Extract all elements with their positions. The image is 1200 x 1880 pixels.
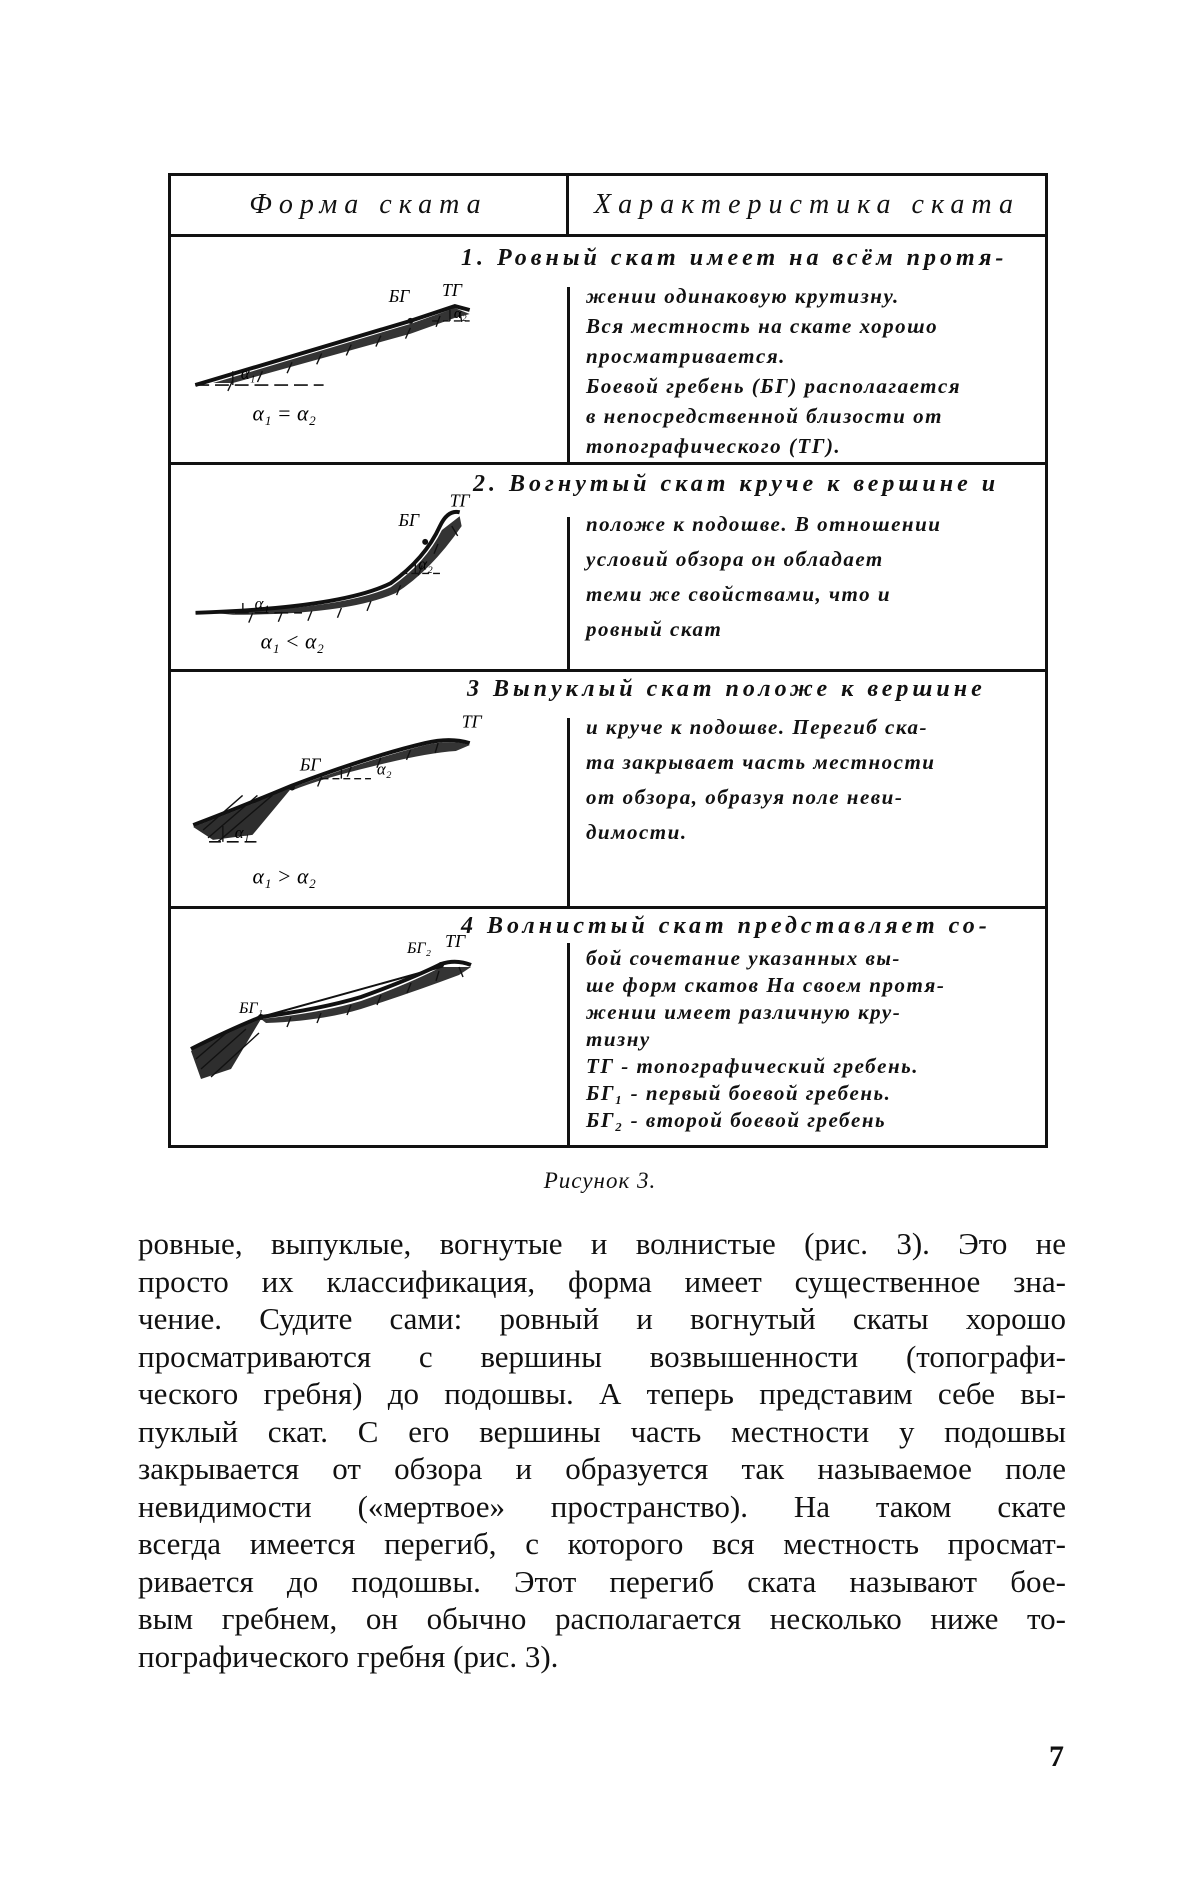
tg-label-3: ТГ: [461, 711, 482, 732]
tg-label-1: ТГ: [442, 280, 462, 301]
alpha2-label-3: α₂: [376, 759, 392, 779]
convex-slope-title-rest: положе к вершине: [715, 676, 986, 702]
convex-slope-diagram: [171, 672, 567, 906]
body-line: просматриваются с вершины возвышенности (топографи-: [138, 1338, 1066, 1374]
concave-slope-title: 2. Вогнутый скат: [473, 471, 730, 497]
table-header: [171, 176, 1045, 237]
table-row-convex-slope: [171, 672, 1045, 909]
header-slope-characteristics: Характеристика ската: [594, 189, 1020, 220]
convex-slope-text: и круче к подошве. Перегиб ска- та закрывает часть местности от обзора, образуя поле неви- димости.: [586, 715, 936, 844]
even-slope-title-rest: имеет на всём протя-: [679, 245, 1008, 271]
body-line: пографического гребня (рис. 3).: [138, 1638, 559, 1674]
undulating-slope-title-rest: представляет со-: [727, 913, 991, 939]
even-slope-title: 1. Ровный скат: [461, 245, 680, 271]
tg-label-4: ТГ: [445, 931, 466, 951]
formula-label-1: α₁ = α₂: [252, 401, 316, 426]
tg-label-2: ТГ: [449, 490, 470, 511]
body-line: ческого гребня) до подошвы. А теперь представим себе вы-: [138, 1376, 1066, 1411]
bg1-label-4: БГ₁: [239, 1000, 264, 1017]
alpha2-label-1: α₂: [453, 305, 467, 322]
undulating-slope-diagram: [171, 909, 567, 1145]
header-slope-form: Форма ската: [171, 176, 569, 234]
body-line: пуклый скат. С его вершины часть местности у подошвы: [138, 1413, 1066, 1449]
body-line: ривается до подошвы. Этот перегиб ската называют бое-: [138, 1563, 1066, 1599]
undulating-slope-title-line: [461, 913, 991, 940]
body-line: всегда имеется перегиб, с которого вся местность просмат-: [138, 1526, 1066, 1561]
bg-label-1: БГ: [388, 286, 410, 307]
body-line: ровные, выпуклые, вогнутые и волнистые (рис. 3). Это не: [138, 1226, 1066, 1261]
concave-slope-text: положе к подошве. В отношении условий обзора он обладает теми же свойствами, что и ровный скат: [586, 512, 942, 641]
undulating-slope-text: бой сочетание указанных вы- ше форм скатов На своем протя- жении имеет различную кру- тизну ТГ - топографический гребень. БГ₁ - первый боевой гребень. БГ₂ - второй боевой гребень: [586, 946, 946, 1132]
formula-label-2: α₁ < α₂: [260, 629, 324, 654]
table-row-even-slope: [171, 237, 1045, 465]
body-line: невидимости («мертвое» пространство). На таком скате: [138, 1488, 1066, 1524]
formula-label-3: α₁ > α₂: [252, 864, 316, 889]
alpha1-label-3: α₁: [234, 822, 250, 842]
figure-caption: Рисунок 3.: [543, 1168, 657, 1193]
even-slope-title-line: [461, 245, 1007, 272]
body-paragraph: [138, 1225, 1066, 1675]
alpha1-label-2: α₁: [254, 593, 270, 613]
body-line: просто их классификация, форма имеет существенное зна-: [138, 1263, 1066, 1299]
alpha1-label-1: α₁: [240, 364, 256, 384]
bg-label-3: БГ: [299, 754, 321, 775]
convex-slope-title: 3 Выпуклый скат: [467, 676, 716, 702]
table-row-concave-slope: [171, 465, 1045, 672]
even-slope-text: жении одинаковую крутизну. Вся местность на скате хорошо просматривается. Боевой гребень (БГ) располагается в непосредственной близости от топографического (ТГ).: [586, 284, 962, 458]
body-line: закрывается от обзора и образуется так называемое поле: [138, 1451, 1066, 1486]
slope-forms-table: [168, 173, 1048, 1148]
alpha2-label-2: α₂: [418, 554, 433, 574]
concave-slope-title-line: [473, 471, 999, 498]
table-row-undulating-slope: [171, 909, 1045, 1145]
undulating-slope-title: 4 Волнистый скат: [461, 913, 728, 939]
page-number: 7: [1049, 1740, 1064, 1773]
body-line: чение. Судите сами: ровный и вогнутый скаты хорошо: [138, 1301, 1066, 1336]
concave-slope-title-rest: круче к вершине и: [729, 471, 1000, 497]
convex-slope-title-line: [467, 676, 986, 703]
bg2-label-4: БГ₂: [407, 940, 432, 957]
bg-label-2: БГ: [398, 510, 420, 531]
body-line: вым гребнем, он обычно располагается несколько ниже то-: [138, 1601, 1066, 1636]
